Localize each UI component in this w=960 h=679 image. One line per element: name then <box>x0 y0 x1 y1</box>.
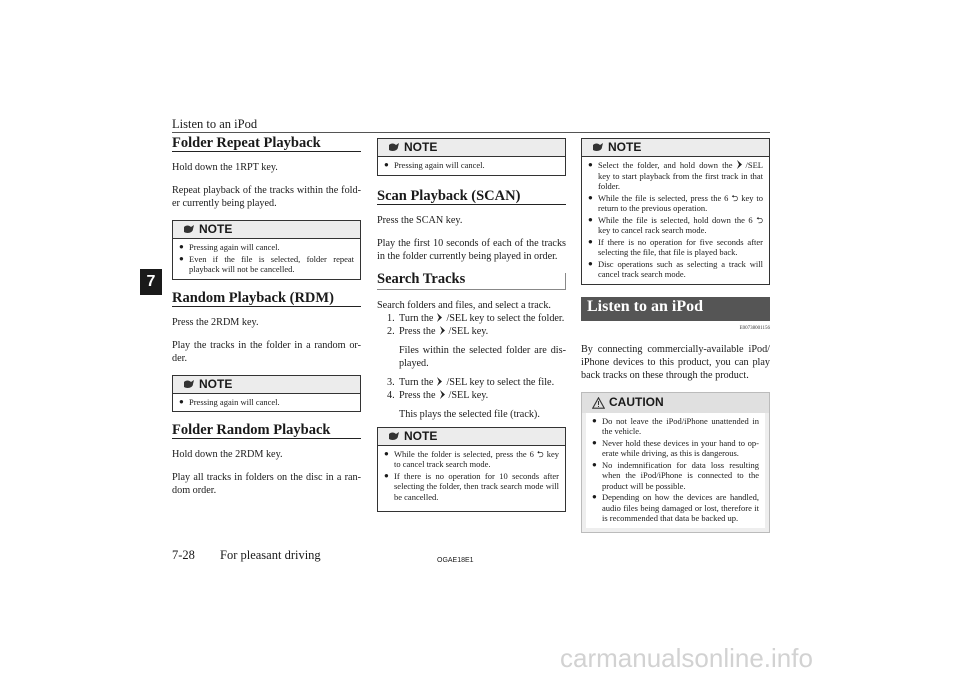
note-box <box>377 138 566 176</box>
paragraph: By connecting commercially-available iPod/ iPhone devices to this product, you can play back tracks on these through the product. <box>581 343 770 381</box>
return-key-icon: ⮌ <box>536 448 544 459</box>
paragraph: Search folders and files, and select a track. <box>377 299 551 311</box>
column-1 <box>172 135 361 507</box>
section-title-bar: Listen to an iPod <box>581 297 770 321</box>
note-header <box>173 376 360 394</box>
header-divider <box>172 132 770 133</box>
scan-playback-heading: Scan Playback (SCAN) <box>377 190 566 205</box>
column-3 <box>581 135 770 545</box>
random-playback-heading: Random Playback (RDM) <box>172 292 361 307</box>
document-code: E00738001156 <box>739 325 770 331</box>
step-item: 3. Turn the /SEL key to select the file. <box>387 376 555 388</box>
tune-key-icon <box>736 160 743 169</box>
note-label: NOTE <box>608 140 642 154</box>
note-icon <box>183 224 195 235</box>
list-item: ● Do not leave the iPod/iPhone unattended in the vehicle. <box>592 415 759 436</box>
paragraph: Hold down the 1RPT key. <box>172 162 278 173</box>
step-item: 2. Press the /SEL key. <box>387 325 489 337</box>
note-box <box>172 220 361 280</box>
return-key-icon: ⮌ <box>756 214 764 225</box>
bullet-icon: ● <box>588 160 593 169</box>
list-item: ● Never hold these devices in your hand to op-erate while driving, as this is dangerous. <box>592 437 759 458</box>
bullet-icon: ● <box>179 396 184 406</box>
list-item: ● Even if the file is selected, folder repeat playback will not be cancelled. <box>179 253 354 274</box>
bullet-icon: ● <box>592 415 597 425</box>
publication-code: OGAE18E1 <box>437 557 474 564</box>
caution-header <box>582 393 769 413</box>
list-item: ● If there is no operation for 10 seconds after selecting the folder, then track search mode will be cancelled. <box>384 470 559 502</box>
list-item: ● While the file is selected, hold down the 6 ⮌ key to cancel rack search mode. <box>588 214 764 235</box>
list-item: ● Pressing again will cancel. <box>179 396 280 407</box>
warning-triangle-icon <box>592 397 605 409</box>
tune-key-icon <box>436 313 443 322</box>
bullet-icon: ● <box>592 459 597 469</box>
note-label: NOTE <box>404 428 438 443</box>
note-icon <box>388 431 400 442</box>
folder-repeat-heading: Folder Repeat Playback <box>172 137 361 152</box>
note-icon <box>592 142 604 153</box>
paragraph: Play the tracks in the folder in a random or-der. <box>172 339 361 364</box>
footer-title: For pleasant driving <box>220 548 321 562</box>
tune-key-icon <box>439 390 446 399</box>
bullet-icon: ● <box>588 214 593 224</box>
paragraph: Repeat playback of the tracks within the fold-er currently being played. <box>172 185 361 209</box>
list-item: ● If there is no operation for five seconds after selecting the file, that file is played back. <box>588 236 763 257</box>
note-icon <box>388 142 400 153</box>
note-header <box>378 428 565 446</box>
note-box <box>581 138 770 285</box>
bullet-icon: ● <box>384 470 389 480</box>
list-item: ● Depending on how the devices are handled, audio files being damaged or lost, therefore it is recommended that data be backed up. <box>592 492 759 523</box>
search-tracks-heading: Search Tracks <box>377 273 566 290</box>
note-label: NOTE <box>199 222 233 236</box>
list-item: ● No indemnification for data loss resulting when the iPod/iPhone is connected to the product will be possible. <box>592 459 759 491</box>
note-label: NOTE <box>404 140 438 154</box>
paragraph: Press the 2RDM key. <box>172 316 259 328</box>
bullet-icon: ● <box>592 437 597 447</box>
step-item: 4. Press the /SEL key. <box>387 389 489 401</box>
bullet-icon: ● <box>384 160 389 169</box>
list-item: ● Pressing again will cancel. <box>384 160 485 170</box>
list-item: ● While the file is selected, press the 6 ⮌ key to return to the previous operation. <box>588 192 764 213</box>
page-number: 7-28 <box>172 548 195 562</box>
column-2 <box>377 135 566 524</box>
paragraph: Press the SCAN key. <box>377 214 463 226</box>
step-note: Files within the selected folder are dis-played. <box>399 344 566 369</box>
list-item: ● Disc operations such as selecting a track will cancel track search mode. <box>588 258 763 279</box>
step-item: 1. Turn the /SEL key to select the folder. <box>387 312 565 324</box>
tune-key-icon <box>439 326 446 335</box>
bullet-icon: ● <box>592 492 597 501</box>
running-header: Listen to an iPod <box>172 117 258 131</box>
note-header <box>582 139 769 157</box>
paragraph: Play all tracks in folders on the disc in a ran-dom order. <box>172 472 361 496</box>
paragraph: Play the first 10 seconds of each of the tracks in the folder currently being played in order. <box>377 237 566 262</box>
tune-key-icon <box>436 377 443 386</box>
watermark: carmanualsonline.info <box>560 643 813 673</box>
bullet-icon: ● <box>179 253 184 263</box>
bullet-icon: ● <box>588 258 593 268</box>
step-note: This plays the selected file (track). <box>399 408 540 420</box>
caution-box <box>581 392 770 533</box>
list-item: ● Pressing again will cancel. <box>179 242 280 252</box>
note-header <box>378 139 565 157</box>
note-label: NOTE <box>199 376 233 391</box>
bullet-icon: ● <box>588 236 593 246</box>
caution-label: CAUTION <box>609 395 664 409</box>
list-item: ● Select the folder, and hold down the /SEL key to start playback from the first track in that folder. <box>588 160 763 191</box>
chapter-tab: 7 <box>140 269 162 295</box>
bullet-icon: ● <box>588 192 593 202</box>
note-box <box>377 427 566 513</box>
bullet-icon: ● <box>384 448 389 458</box>
note-box <box>172 375 361 413</box>
note-icon <box>183 379 195 390</box>
note-header <box>173 221 360 239</box>
bullet-icon: ● <box>179 242 184 251</box>
return-key-icon: ⮌ <box>731 192 739 203</box>
paragraph: Hold down the 2RDM key. <box>172 449 283 460</box>
list-item: ● While the folder is selected, press the 6 ⮌ key to cancel track search mode. <box>384 448 560 469</box>
folder-random-heading: Folder Random Playback <box>172 424 361 439</box>
